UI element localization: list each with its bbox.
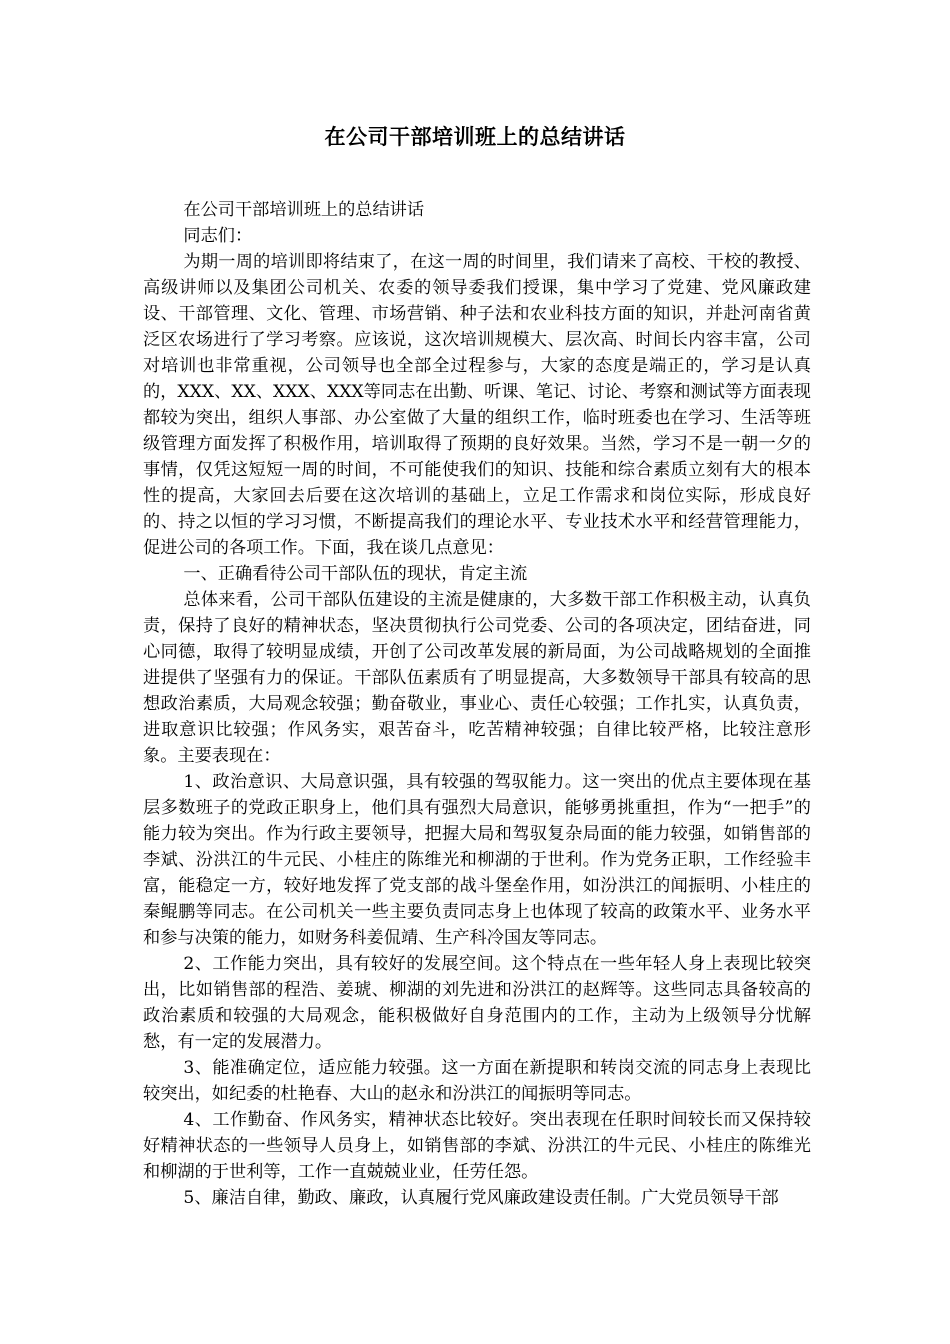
list-item-paragraph: 5、廉洁自律，勤政、廉政，认真履行党风廉政建设责任制。广大党员领导干部 [183,1188,779,1208]
list-item-paragraph: 3、能准确定位，适应能力较强。这一方面在新提职和转岗交流的同志身上表现比较突出，如纪委的杜艳春、大山的赵永和汾洪江的闻振明等同志。 [143,1058,811,1104]
body-paragraph: 为期一周的培训即将结束了，在这一周的时间里，我们请来了高校、干校的教授、高级讲师以及集团公司机关、农委的领导委我们授课，集中学习了党建、党风廉政建设、干部管理、文化、管理、市场营销、种子法和农业科技方面的知识，并赴河南省黄泛区农场进行了学习考察。应该说，这次培训规模大、层次高、时间长内容丰富，公司对培训也非常重视，公司领导也全部全过程参与，大家的态度是端正的，学习是认真的，XXX、XX、XXX、XXX等同志在出勤、听课、笔记、讨论、考察和测试等方面表现都较为突出，组织人事部、办公室做了大量的组织工作，临时班委也在学习、生活等班级管理方面发挥了积极作用，培训取得了预期的良好效果。当然，学习不是一朝一夕的事情，仅凭这短短一周的时间，不可能使我们的知识、技能和综合素质立刻有大的根本性的提高，大家回去后要在这次培训的基础上，立足工作需求和岗位实际，形成良好的、持之以恒的学习习惯，不断提高我们的理论水平、专业技术水平和经营管理能力，促进公司的各项工作。下面，我在谈几点意见： [143,252,811,558]
list-item-paragraph: 1、政治意识、大局意识强，具有较强的驾驭能力。这一突出的优点主要体现在基层多数班子的党政正职身上，他们具有强烈大局意识，能够勇挑重担，作为“一把手”的能力较为突出。作为行政主要领导，把握大局和驾驭复杂局面的能力较强，如销售部的李斌、汾洪江的牛元民、小桂庄的陈维光和柳湖的于世利。作为党务正职，工作经验丰富，能稳定一方，较好地发挥了党支部的战斗堡垒作用，如汾洪江的闻振明、小桂庄的秦鲲鹏等同志。在公司机关一些主要负责同志身上也体现了较高的政策水平、业务水平和参与决策的能力，如财务科姜侃靖、生产科冷国友等同志。 [143,772,811,948]
subtitle-paragraph: 在公司干部培训班上的总结讲话 [183,200,425,220]
list-item-paragraph: 2、工作能力突出，具有较好的发展空间。这个特点在一些年轻人身上表现比较突出，比如销售部的程浩、姜琥、柳湖的刘先进和汾洪江的赵辉等。这些同志具备较高的政治素质和较强的大局观念，能积极做好自身范围内的工作，主动为上级领导分忧解愁，有一定的发展潜力。 [143,954,811,1052]
page-title: 在公司干部培训班上的总结讲话 [324,125,626,149]
section-heading: 一、正确看待公司干部队伍的现状，肯定主流 [183,564,528,584]
list-item-paragraph: 4、工作勤奋、作风务实，精神状态比较好。突出表现在任职时间较长而又保持较好精神状态的一些领导人员身上，如销售部的李斌、汾洪江的牛元民、小桂庄的陈维光和柳湖的于世利等，工作一直兢兢业业，任劳任怨。 [143,1110,811,1182]
body-paragraph: 总体来看，公司干部队伍建设的主流是健康的，大多数干部工作积极主动，认真负责，保持了良好的精神状态，坚决贯彻执行公司党委、公司的各项决定，团结奋进，同心同德，取得了较明显成绩，开创了公司改革发展的新局面，为公司战略规划的全面推进提供了坚强有力的保证。干部队伍素质有了明显提高，大多数领导干部具有较高的思想政治素质，大局观念较强；勤奋敬业，事业心、责任心较强；工作扎实，认真负责，进取意识比较强；作风务实，艰苦奋斗，吃苦精神较强；自律比较严格，比较注意形象。主要表现在： [143,590,811,766]
document-body [143,197,811,1211]
salutation-paragraph: 同志们： [183,226,253,246]
